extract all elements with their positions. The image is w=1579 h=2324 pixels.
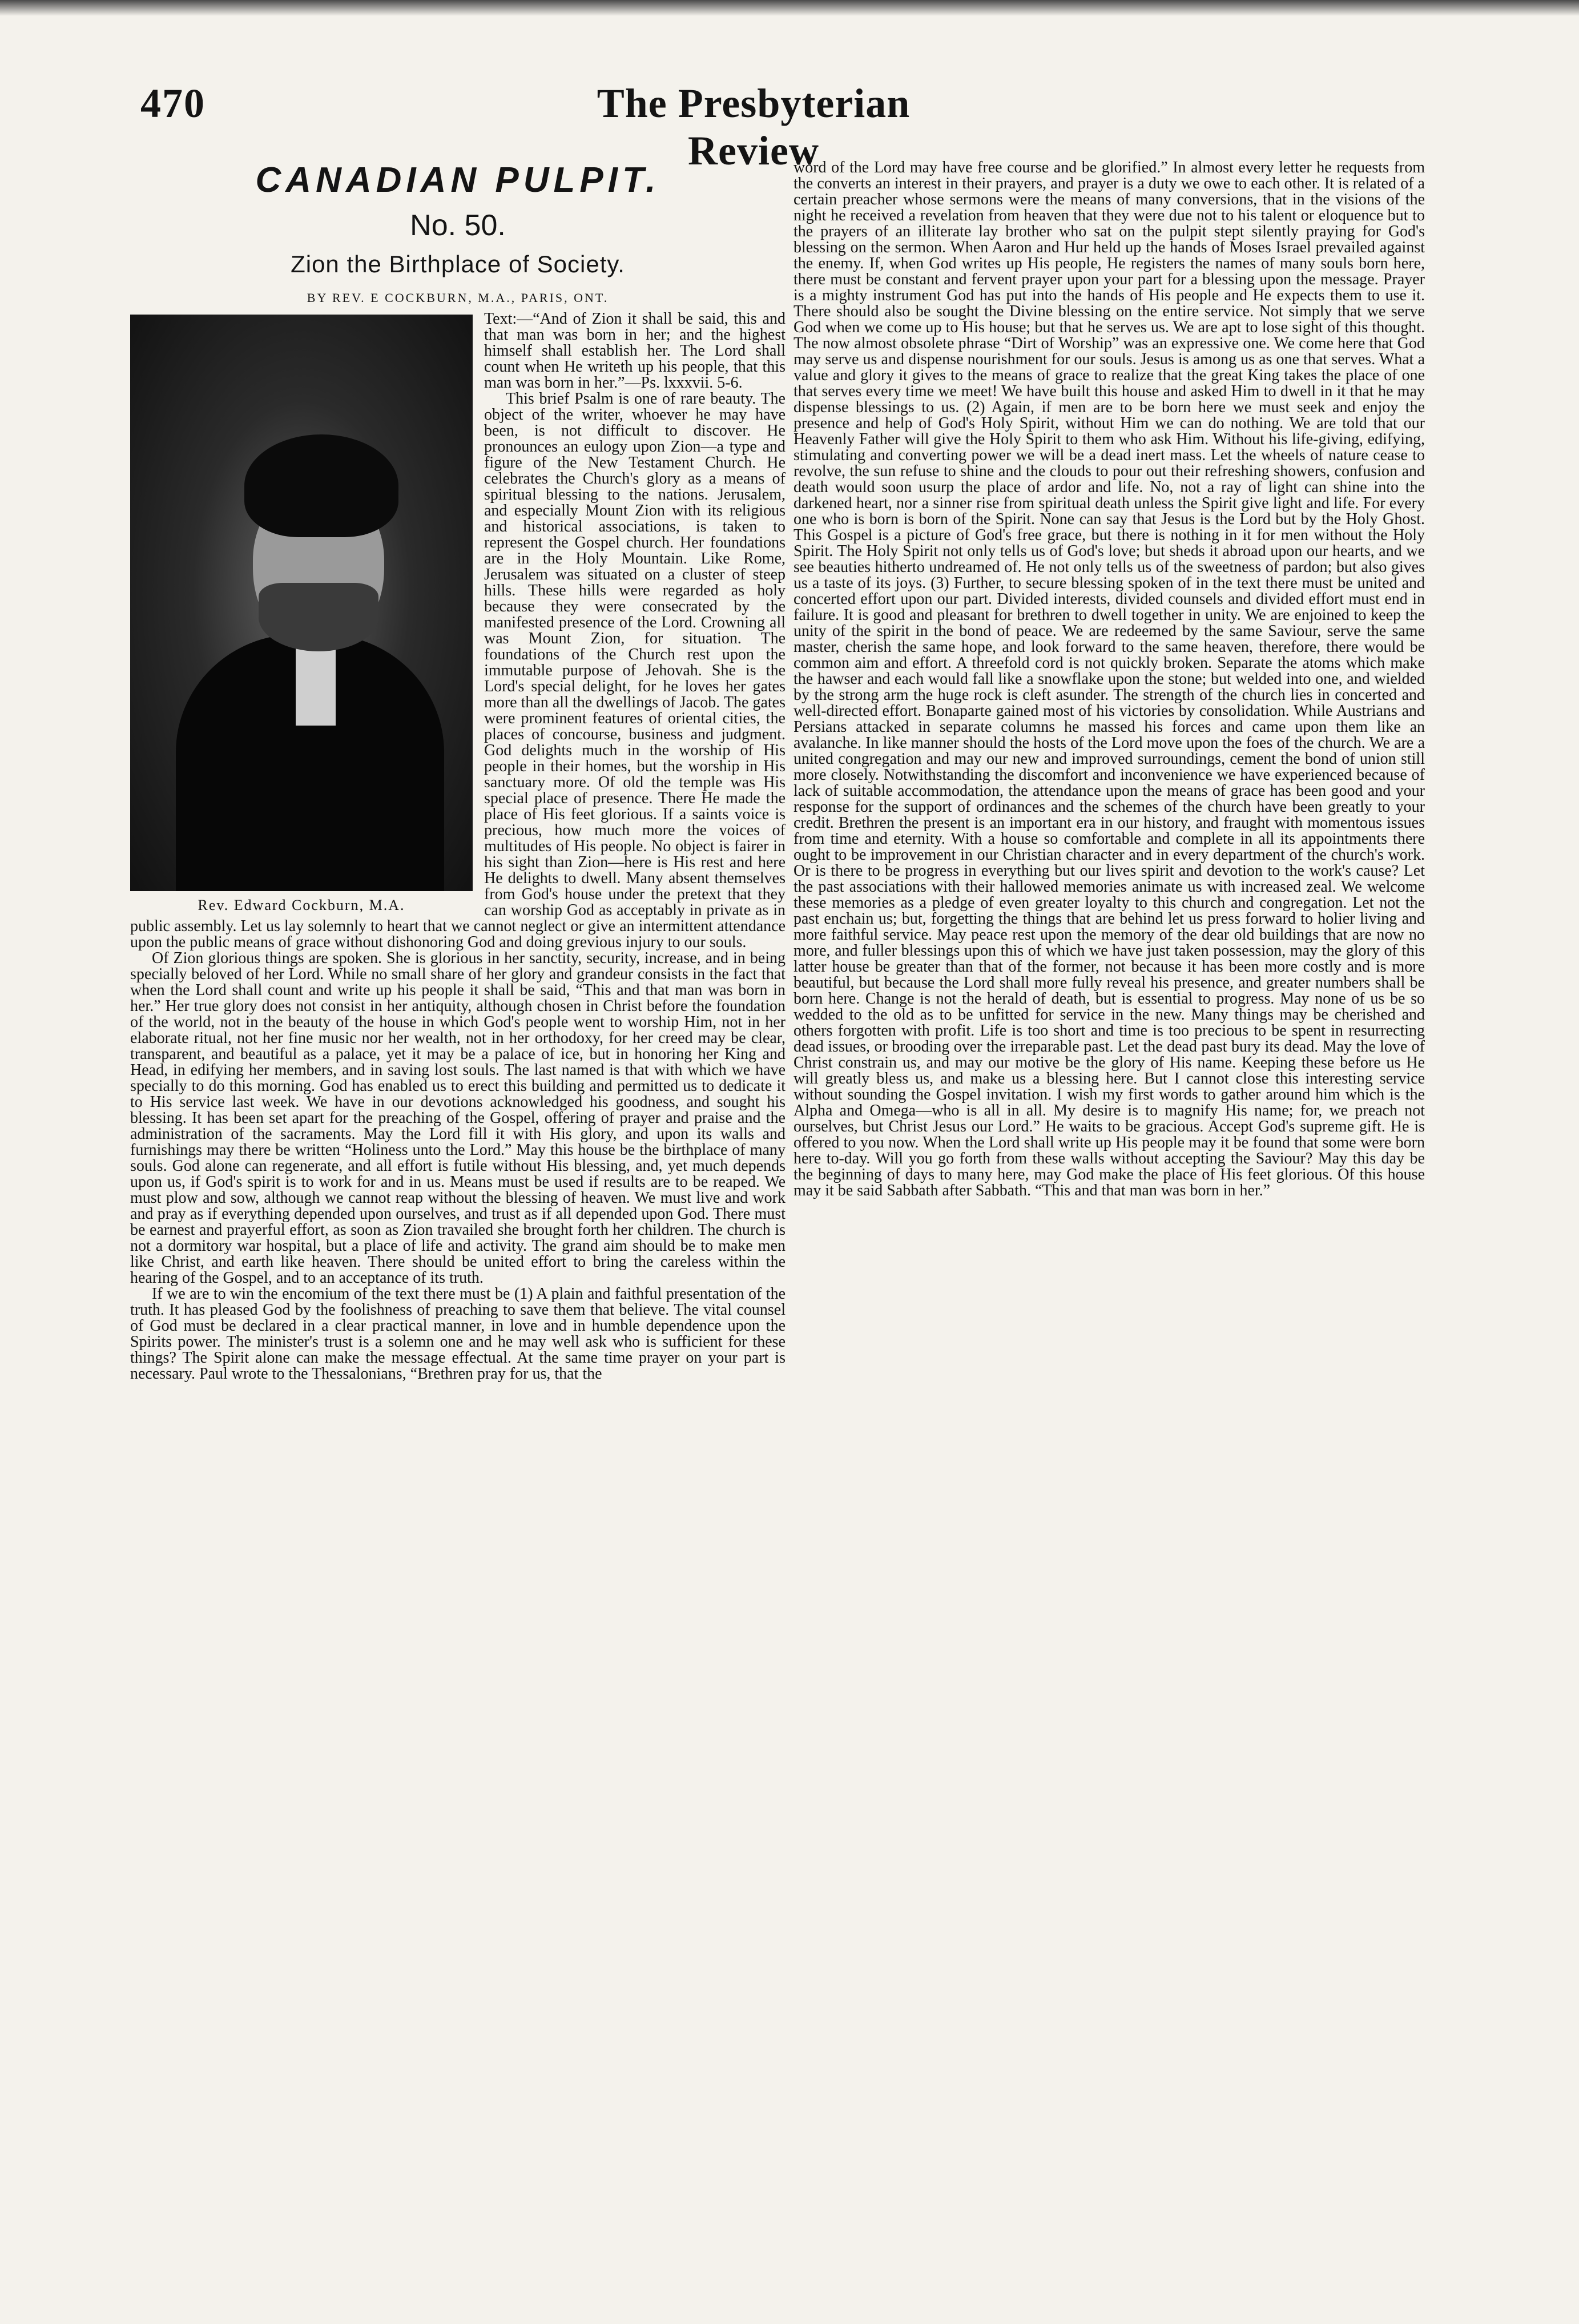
portrait-image [130, 315, 473, 891]
right-column [793, 160, 1425, 2283]
paragraph: word of the Lord may have free course and be glorified.” In almost every letter he requests from the converts an interest in their prayers, and prayer is a duty we owe to each other. It is related of a certain preacher whose sermons were the means of many conversions, that in the visions of the night he received a revelation from heaven that they were due not to his talent or eloquence but to the prayers of an illiterate lay brother who sat on the pulpit stept silently praying for God's blessing on the sermon. When Aaron and Hur held up the hands of Moses Israel prevailed against the enemy. If, when God writes up His people, He registers the names of many souls born here, there must be constant and fervent prayer upon your part for a blessing upon the message. Prayer is a mighty instrument God has put into the hands of His people and He expects them to use it. There should also be sought the Divine blessing on the entire service. Not simply that we serve God when we come up to His house; but that he serves us. We are apt to lose sight of this thought. The now almost obsolete phrase “Dirt of Worship” was an expressive one. We come here that God may serve us and dispense nourishment for our souls. Jesus is among us as one that serves. What a value and glory it gives to the means of grace to realize that the great King takes the place of one that serves every time we meet! We have built this house and asked Him to dwell in it that he may dispense blessings to us. (2) Again, if men are to be born here we must seek and enjoy the presence and help of God's Holy Spirit, without Him we can do nothing. We are told that our Heavenly Father will give the Holy Spirit to them who ask Him. Without his life-giving, edifying, stimulating and converting power we will be a dead inert mass. Let the wheels of nature cease to revolve, the sun refuse to shine and the clouds to pour out their refreshing showers, confusion and death would soon usurp the place of ardor and life. No, not a ray of light can shine into the darkened heart, nor a sinner rise from spiritual death unless the Spirit give light and life. For every one who is born is born of the Spirit. None can say that Jesus is the Lord but by the Holy Ghost. This Gospel is a picture of God's free grace, but there is nothing in it for men without the Holy Spirit. The Holy Spirit not only tells us of God's love; but sheds it abroad upon our hearts, and we see beauties hitherto undreamed of. He not only tells us of the sweetness of pardon; but also gives us a taste of its joys. (3) Further, to secure blessing spoken of in the text there must be united and concerted effort upon our part. Divided interests, divided counsels and divided effort must end in failure. It is good and pleasant for brethren to dwell together in unity. We are enjoined to keep the unity of the spirit in the bond of peace. We are redeemed by the same Saviour, serve the same master, cherish the same hope, and look forward to the same heaven, therefore, there would be common aim and effort. A threefold cord is not quickly broken. Separate the atoms which make the hawser and each would fall like a snowflake upon the stone; but welded into one, and wielded by the strong arm the huge rock is cleft asunder. The strength of the church lies in concerted and well-directed effort. Bonaparte gained most of his victories by consolidation. While Austrians and Persians attacked in separate columns he massed his forces and came upon them like an avalanche. In like manner should the hosts of the Lord move upon the foes of the church. We are a united congregation and may our new and improved surroundings, cement the bond of union still more closely. Notwithstanding the discomfort and inconvenience we have experienced because of lack of suitable accommodation, the attendance upon the means of grace has been good and your response for the support of ordinances and the schemes of the church have been greatly to your credit. Brethren the present is an important era in our history, and fraught with momentous issues from time and eternity. With a house so comfortable and complete in all its appointments there ought to be improvement in our Christian character and in every department of the church's work. Or is there to be progress in everything but our lives spirit and devotion to the work's cause? Let the past associations with their hallowed memories animate us with increased zeal. We welcome these memories as a pledge of even greater loyalty to this church and congregation. Let not the past enchain us; but, forgetting the things that are behind let us press forward to holier living and more faithful service. May peace rest upon the memory of the dear old buildings that are now no more, and fuller blessings upon this of which we have just taken possession, may the glory of this latter house be greater than that of the former, not because it has been more costly and is more beautiful, but because the Lord shall more fully reveal his presence, and greater numbers shall be born here. Change is not the herald of death, but is essential to progress. May none of us be so wedded to the old as to be unfitted for service in the new. Many things may be cherished and others forgotten with profit. Life is too short and time is too precious to be spent in resurrecting dead issues, or brooding over the irreparable past. Let the dead past bury its dead. May the love of Christ constrain us, and may our motive be the glory of His name. Keeping these before us He will greatly bless us, and make us a blessing here. But I cannot close this interesting service without sounding the Gospel invitation. I wish my first words to gather around him which is the Alpha and Omega—who is all in all. My desire is to magnify His name; for, we preach not ourselves, but Christ Jesus our Lord.” He waits to be gracious. Accept God's supreme gift. He is offered to you now. When the Lord shall write up His people may it be found that some were born here to-day. Will you go forth from these walls without accepting the Saviour? May this day be the beginning of days to many here, may God make the place of His feet glorious. Of this house may it be said Sabbath after Sabbath. “This and that man was born in her.” [793, 160, 1425, 1199]
portrait-figure [130, 315, 473, 913]
byline: BY REV. E COCKBURN, M.A., PARIS, ONT. [307, 291, 609, 305]
sermon-number: No. 50. [410, 209, 506, 242]
left-column [130, 160, 786, 2283]
paragraph: This brief Psalm is one of rare beauty. The object of the writer, whoever he may have been, is not difficult to discover. He pronounces an eulogy upon Zion—a type and figure of the New Testament Church. He celebrates the Church's glory as a means of spiritual blessing to the nations. Jerusalem, and especially Mount Zion with its religious and historical associations, is taken to represent the Gospel church. Her foundations are in the Holy Mountain. Like Rome, Jerusalem was situated on a cluster of steep hills. These hills were regarded as holy because they were consecrated by the manifested presence of the Lord. Crowning all was Mount Zion, for situation. The foundations of the Church rest upon the immutable purpose of Jehovah. She is the Lord's special delight, for he loves her gates more than all the dwellings of Jacob. The gates were prominent features of oriental cities, the places of concourse, business and judgment. God delights much in the worship of His people in their homes, but the worship in His sanctuary more. Of old the temple was His special place of presence. There He made the place of His feet glorious. If a saints voice is precious, how much more the voices of multitudes of His people. No object is fairer in his sight than Zion—here is His rest and here He delights to dwell. Many absent themselves from God's house under the pretext that they can worship God as acceptably in private as in public assembly. Let us lay solemnly to heart that we cannot neglect or give an intermittent attendance upon the public means of grace without dishonoring God and doing grevious injury to our souls. [130, 390, 786, 951]
scripture-text: Text:—“And of Zion it shall be said, this and that man was born in her; and the highest himself shall establish her. The Lord shall count when He writeth up his people, that this man was born in her.”—Ps. lxxxvii. 5-6. [484, 310, 786, 392]
running-head: The Presbyterian Review [597, 80, 911, 174]
paragraph: Of Zion glorious things are spoken. She is glorious in her sanctity, security, increase, and in being specially beloved of her Lord. While no small share of her glory and grandeur consists in the fact that when the Lord shall count and write up his people it shall be said, “This and that man was born in her.” Her true glory does not consist in her antiquity, although chosen in Christ before the foundation of the world, not in the beauty of the house in which God's people went to worship Him, not in her elaborate ritual, not her fine music nor her wealth, not in her orthodoxy, for her creed may be clear, transparent, and beautiful as a palace, yet it may be a palace of ice, but in honoring her King and Head, in edifying her members, and in saving lost souls. The last named is that with which we have specially to do this morning. God has enabled us to erect this building and permitted us to dedicate it to His service last week. We have in our devotions acknowledged his goodness, and sought his blessing. It has been set apart for the preaching of the Gospel, offering of prayer and praise and the administration of the sacraments. May the Lord fill it with His glory, and upon its walls and furnishings may there be written “Holiness unto the Lord.” May this house be the birthplace of many souls. God alone can regenerate, and all effort is futile without His blessing, and, yet much depends upon us, if God's spirit is to work for and in us. Means must be used if results are to be reaped. We must plow and sow, although we cannot reap without the blessing of heaven. We must live and work and pray as if everything depended upon ourselves, and trust as if all depended upon God. There must be earnest and prayerful effort, as soon as Zion travailed she brought forth her children. The church is not a dormitory war hospital, but a place of life and activity. The grand aim should be to make men like Christ, and earth like heaven. There should be united effort to bring the careless within the hearing of the Gospel, and to an acceptance of its truth. [130, 949, 786, 1287]
page-number: 470 [140, 80, 206, 126]
article-heading [130, 160, 786, 305]
article-body-left [130, 311, 786, 1382]
article-body-right [793, 160, 1425, 1199]
portrait-caption: Rev. Edward Cockburn, M.A. [198, 897, 405, 913]
sermon-title: Zion the Birthplace of Society. [291, 251, 625, 277]
paragraph: If we are to win the encomium of the text there must be (1) A plain and faithful presentation of the truth. It has pleased God by the foolishness of preaching to save them that believe. The vital counsel of God must be declared in a clear practical manner, in love and in humble dependence upon the Spirits power. The minister's trust is a solemn one and he may well ask who is sufficient for these things? The Spirit alone can make the message effectual. At the same time prayer on your part is necessary. Paul wrote to the Thessalonians, “Brethren pray for us, that the [130, 1285, 786, 1383]
section-title: CANADIAN PULPIT. [255, 160, 660, 200]
scan-edge [0, 0, 1579, 16]
